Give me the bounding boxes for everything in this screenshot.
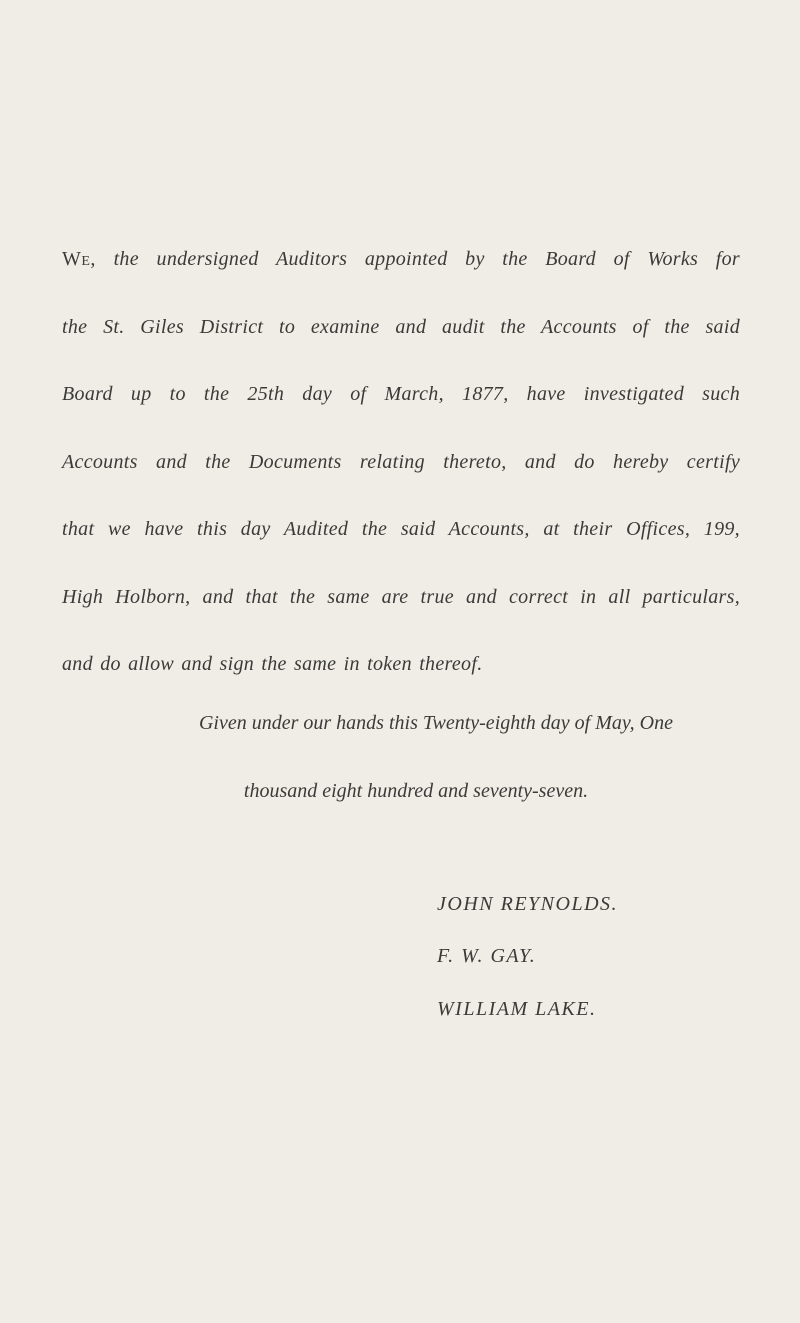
certificate-line-6: High Holborn, and that the same are true and correct in all particulars,: [62, 585, 740, 608]
certificate-lead-word: We,: [62, 248, 96, 270]
certificate-line-5: that we have this day Audited the said Accounts, at their Offices, 199,: [62, 518, 740, 540]
certificate-line-4: Accounts and the Documents relating thereto, and do hereby certify: [62, 450, 740, 473]
given-under-hands-line-2: thousand eight hundred and seventy-seven.: [243, 780, 589, 802]
audit-certificate-paragraph: [62, 226, 740, 699]
signatory-john-reynolds: JOHN REYNOLDS.: [437, 893, 619, 915]
certificate-line-1: [62, 226, 740, 294]
given-under-hands-line-1: Given under our hands this Twenty-eighth day of May, One: [198, 712, 673, 734]
signatory-f-w-gay: F. W. GAY.: [437, 945, 537, 967]
certificate-line-3: Board up to the 25th day of March, 1877, have investigated such: [62, 383, 740, 405]
certificate-line-2: the St. Giles District to examine and audit the Accounts of the said: [62, 315, 740, 338]
certificate-line-7: and do allow and sign the same in token thereof.: [62, 653, 483, 675]
signatory-william-lake: WILLIAM LAKE.: [437, 998, 597, 1020]
certificate-line-text: the undersigned Auditors appointed by the Board of Works for: [113, 248, 740, 270]
